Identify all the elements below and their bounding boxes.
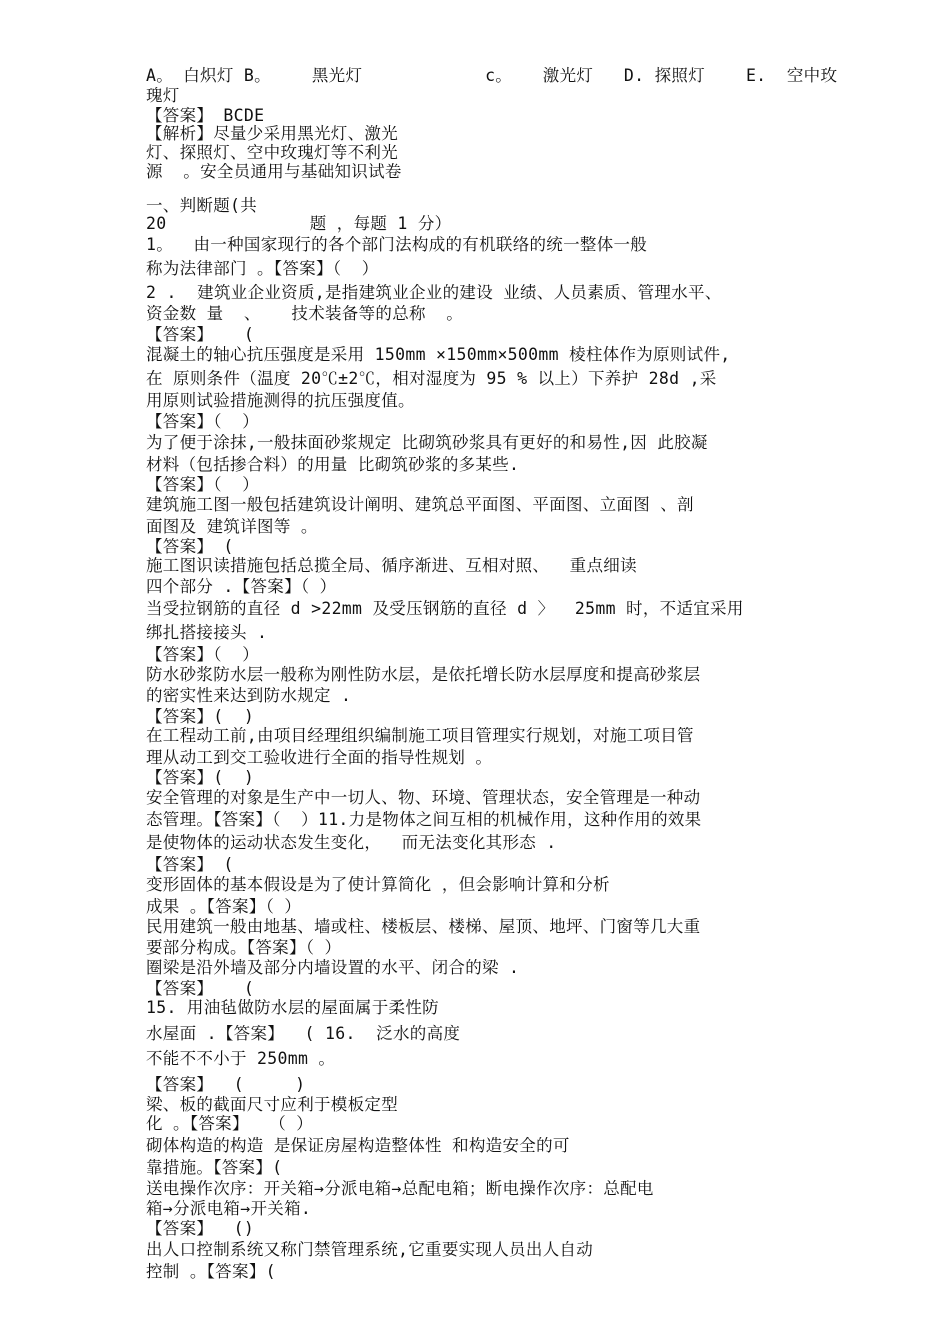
question-line: 送电操作次序：开关箱→分派电箱→总配电箱；断电操作次序：总配电 [146, 1179, 654, 1198]
question-line: 安全管理的对象是生产中一切人、物、环境、管理状态，安全管理是一种动 [146, 788, 701, 807]
answer-line: 【答案】( ) [146, 707, 255, 726]
question-line: 混凝土的轴心抗压强度是采用 150mm ×150mm×500mm 棱柱体作为原则试件, [146, 345, 731, 364]
question-line: 在工程动工前,由项目经理组织编制施工项目管理实行规划，对施工项目管 [146, 726, 694, 745]
question-line: 资金数 量 、 技术装备等的总称 。 [146, 304, 464, 323]
question-line: 变形固体的基本假设是为了使计算简化 ，但会影响计算和分析 [146, 875, 610, 894]
question-line: 理从动工到交工验收进行全面的指导性规划 。 [146, 748, 493, 767]
question-line: 1。 由一种国家现行的各个部门法构成的有机联络的统一整体一般 [146, 235, 648, 254]
question-line: 为了便于涂抹,一般抹面砂浆规定 比砌筑砂浆具有更好的和易性,因 此胶凝 [146, 433, 708, 452]
question-line: 是使物体的运动状态发生变化， 而无法变化其形态 . [146, 833, 557, 852]
question-line: 梁、板的截面尺寸应利于模板定型 [146, 1095, 398, 1114]
answer-line: 【答案】 ( [146, 537, 234, 556]
question-line: 建筑施工图一般包括建筑设计阐明、建筑总平面图、平面图、立面图 、剖 [146, 495, 694, 514]
question-line: 的密实性来达到防水规定 . [146, 686, 352, 705]
question-line: 施工图识读措施包括总揽全局、循序渐进、互相对照、 重点细读 [146, 556, 637, 575]
question-line: 用原则试验措施测得的抗压强度值。 [146, 391, 415, 410]
answer-line: 【答案】 ( [146, 325, 255, 344]
explanation-line: 【解析】尽量少采用黑光灯、激光 [146, 124, 398, 143]
question-line: 15. 用油毡做防水层的屋面属于柔性防 [146, 998, 439, 1017]
text-line: 源 。安全员通用与基础知识试卷 [146, 162, 402, 181]
question-line: 箱→分派电箱→开关箱. [146, 1199, 312, 1218]
question-line: 在 原则条件（温度 20℃±2℃，相对湿度为 95 % 以上）下养护 28d ,采 [146, 369, 717, 388]
question-line: 出人口控制系统又称门禁管理系统,它重要实现人员出人自动 [146, 1240, 594, 1259]
answer-line: 【答案】 BCDE [146, 106, 265, 125]
question-line: 要部分构成。【答案】（ ） [146, 938, 342, 957]
answer-line: 【答案】 ( ) [146, 1075, 306, 1094]
answer-line: 【答案】（ ） [146, 412, 260, 431]
answer-line: 【答案】( ) [146, 768, 255, 787]
question-line: 态管理。【答案】（ ）11.力是物体之间互相的机械作用，这种作用的效果 [146, 810, 702, 829]
question-line: 控制 。【答案】( [146, 1262, 276, 1281]
answer-line: 【答案】 ( [146, 855, 234, 874]
text-line: 瑰灯 [146, 86, 180, 105]
question-line: 圈梁是沿外墙及部分内墙设置的水平、闭合的梁 . [146, 958, 520, 977]
question-line: 2 . 建筑业企业资质,是指建筑业企业的建设 业绩、人员素质、管理水平、 [146, 283, 722, 302]
question-line: 靠措施。【答案】( [146, 1158, 283, 1177]
question-line: 防水砂浆防水层一般称为刚性防水层，是依托增长防水层厚度和提高砂浆层 [146, 665, 701, 684]
question-line: 化 。【答案】 （ ） [146, 1114, 314, 1133]
question-line: 水屋面 .【答案】 ( 16. 泛水的高度 [146, 1024, 461, 1043]
question-line: 不能不不小于 250mm 。 [146, 1049, 336, 1068]
text-line: 灯、探照灯、空中玫瑰灯等不利光 [146, 143, 398, 162]
answer-line: 【答案】 ( [146, 979, 255, 998]
question-line: 砌体构造的构造 是保证房屋构造整体性 和构造安全的可 [146, 1136, 570, 1155]
section-heading: 20 题 ，每题 1 分） [146, 214, 452, 233]
question-line: 当受拉钢筋的直径 d >22mm 及受压钢筋的直径 d 〉 25mm 时，不适宜采用 [146, 599, 744, 618]
answer-line: 【答案】（ ） [146, 645, 260, 664]
section-heading: 一、判断题(共 [146, 196, 258, 215]
answer-line: 【答案】（ ） [146, 475, 260, 494]
question-line: 民用建筑一般由地基、墙或柱、楼板层、楼梯、屋顶、地坪、门窗等几大重 [146, 917, 701, 936]
answer-line: 【答案】 () [146, 1219, 255, 1238]
question-line: 面图及 建筑详图等 。 [146, 517, 318, 536]
question-line: 称为法律部门 。【答案】（ ） [146, 259, 379, 278]
question-line: 成果 。【答案】（ ） [146, 897, 302, 916]
text-line: A。 白炽灯 B。 黑光灯 c。 激光灯 D. 探照灯 E. 空中玫 [146, 66, 838, 85]
question-line: 绑扎搭接接头 . [146, 623, 268, 642]
question-line: 材料（包括掺合料）的用量 比砌筑砂浆的多某些. [146, 455, 520, 474]
question-line: 四个部分 .【答案】（ ） [146, 577, 337, 596]
